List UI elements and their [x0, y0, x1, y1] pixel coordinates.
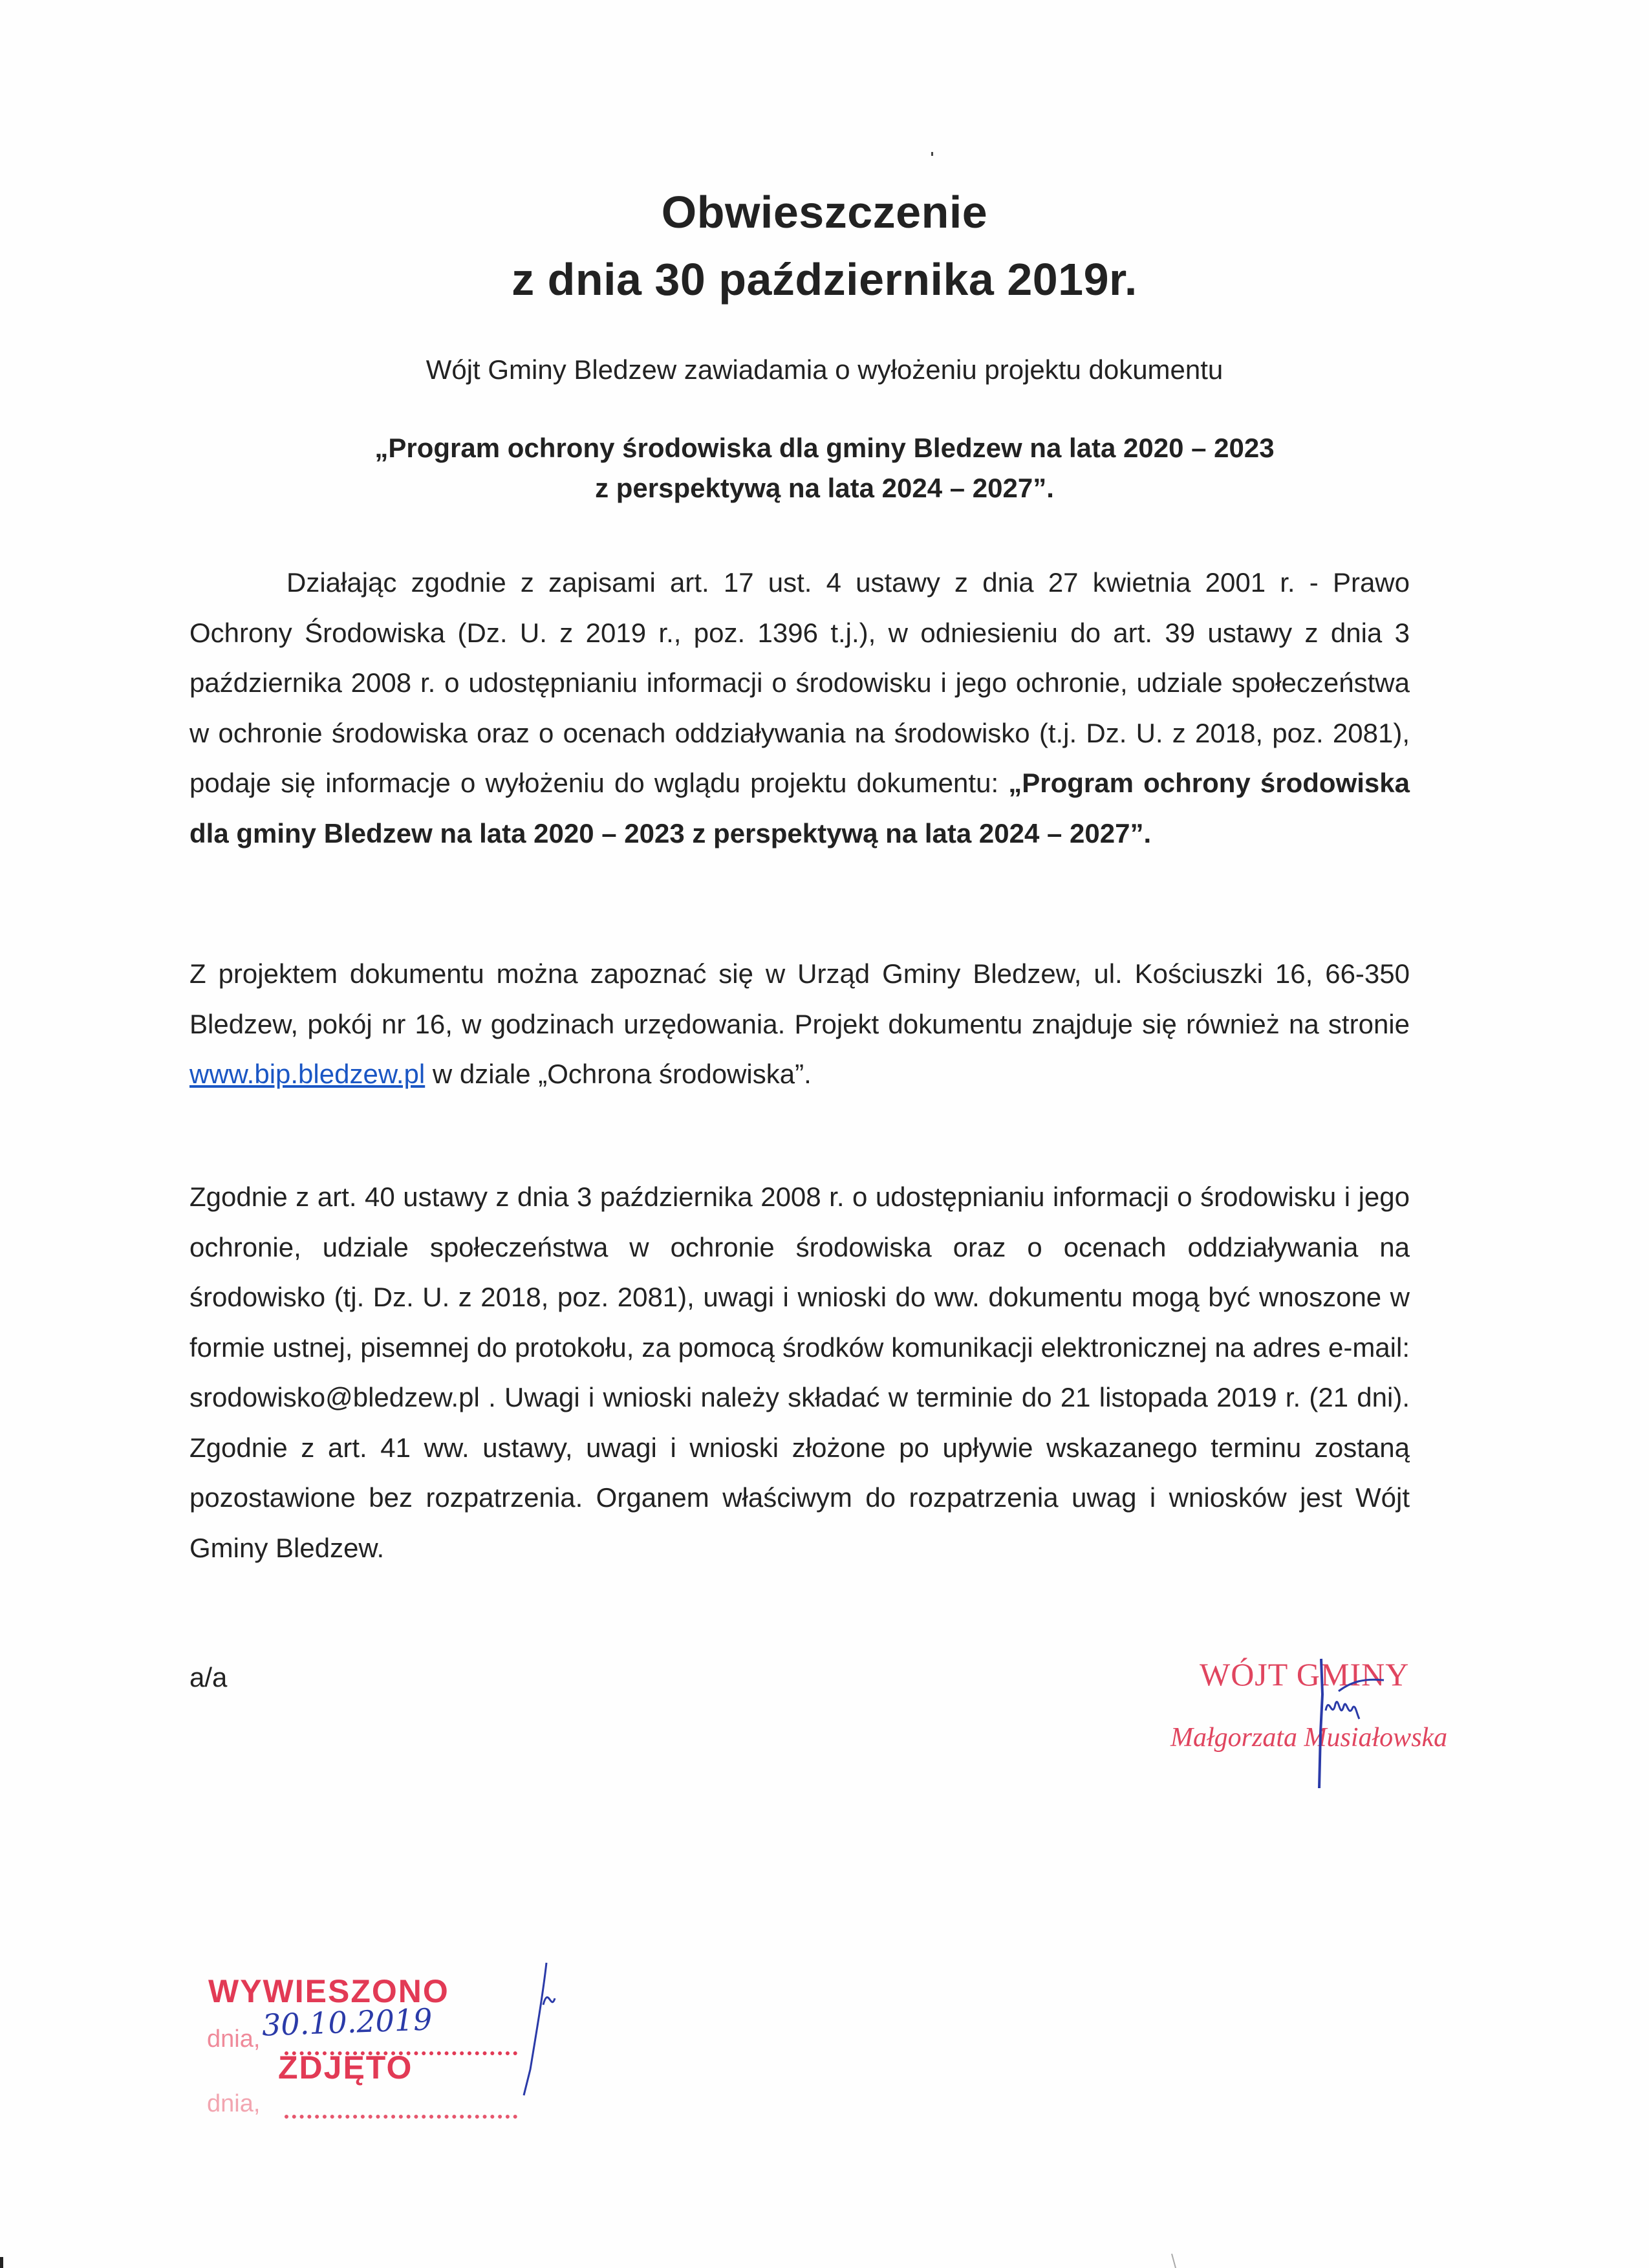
posted-label: WYWIESZONO [208, 1973, 449, 2009]
removed-day-label: dnia, [207, 2090, 261, 2117]
paragraph-legal-basis-text: Działając zgodnie z zapisami art. 17 ust. 4 ustawy z dnia 27 kwietnia 2001 r. - Prawo Ochrony Środowiska (Dz. U. z 2019 r., poz. 1396 t.j.), w odniesieniu do art. 39 ustawy z dnia 3 października 2008 r. o udostępnianiu informacji o środowisku i jego ochronie, udziale społeczeństwa w ochronie środowiska oraz o ocenach oddziaływania na środowisko (t.j. Dz. U. z 2018, poz. 2081), podaje się informacje o wyłożeniu do wglądu projektu dokumentu: [189, 567, 1410, 798]
intro-text: Wójt Gminy Bledzew zawiadamia o wyłożeniu projektu dokumentu [426, 354, 1223, 385]
paragraph-access-text: Z projektem dokumentu można zapoznać się w Urząd Gminy Bledzew, ul. Kościuszki 16, 66-350 Bledzew, pokój nr 16, w godzinach urzędowania. Projekt dokumentu znajduje się również na stronie [189, 958, 1410, 1039]
stamp-title: WÓJT GMINY [1200, 1656, 1410, 1692]
removed-label: ZDJĘTO [278, 2049, 413, 2086]
stamp-name: Małgorzata Musiałowska [1170, 1723, 1448, 1753]
posted-date: 30.10.2019 [261, 2002, 433, 2043]
paragraph-comments: Zgodnie z art. 40 ustawy z dnia 3 października 2008 r. o udostępnianiu informacji o środowisku i jego ochronie, udziale społeczeństwa w ochronie środowiska oraz o ocenach oddziaływania na środowisko (tj. Dz. U. z 2018, poz. 2081), uwagi i wnioski do ww. dokumentu mogą być wnoszone w formie ustnej, pisemnej do protokołu, za pomocą środków komunikacji elektronicznej na adres e-mail: srodowisko@bledzew.pl . Uwagi i wnioski należy składać w terminie do 21 listopada 2019 r. (21 dni). Zgodnie z art. 41 ww. ustawy, uwagi i wnioski złożone po upływie wskazanego terminu zostaną pozostawione bez rozpatrzenia. Organem właściwym do rozpatrzenia uwag i wniosków jest Wójt Gminy Bledzew. [189, 1182, 1410, 1563]
initials: a/a [189, 1662, 228, 1692]
paragraph-legal-basis-bold: „Program ochrony środowiska dla gminy Bledzew na lata 2020 – 2023 z perspektywą na lata 2024 – 2027”. [189, 768, 1410, 848]
page-date-title: z dnia 30 października 2019r. [512, 254, 1137, 305]
bip-link[interactable]: www.bip.bledzew.pl [189, 1059, 426, 1089]
document-title-line1: „Program ochrony środowiska dla gminy Bledzew na lata 2020 – 2023 [374, 433, 1275, 463]
page-title: Obwieszczenie [661, 187, 988, 237]
document-title-line2: z perspektywą na lata 2024 – 2027”. [595, 473, 1054, 503]
posted-day-label: dnia, [207, 2025, 261, 2053]
paragraph-access-tail: w dziale „Ochrona środowiska”. [425, 1059, 812, 1089]
